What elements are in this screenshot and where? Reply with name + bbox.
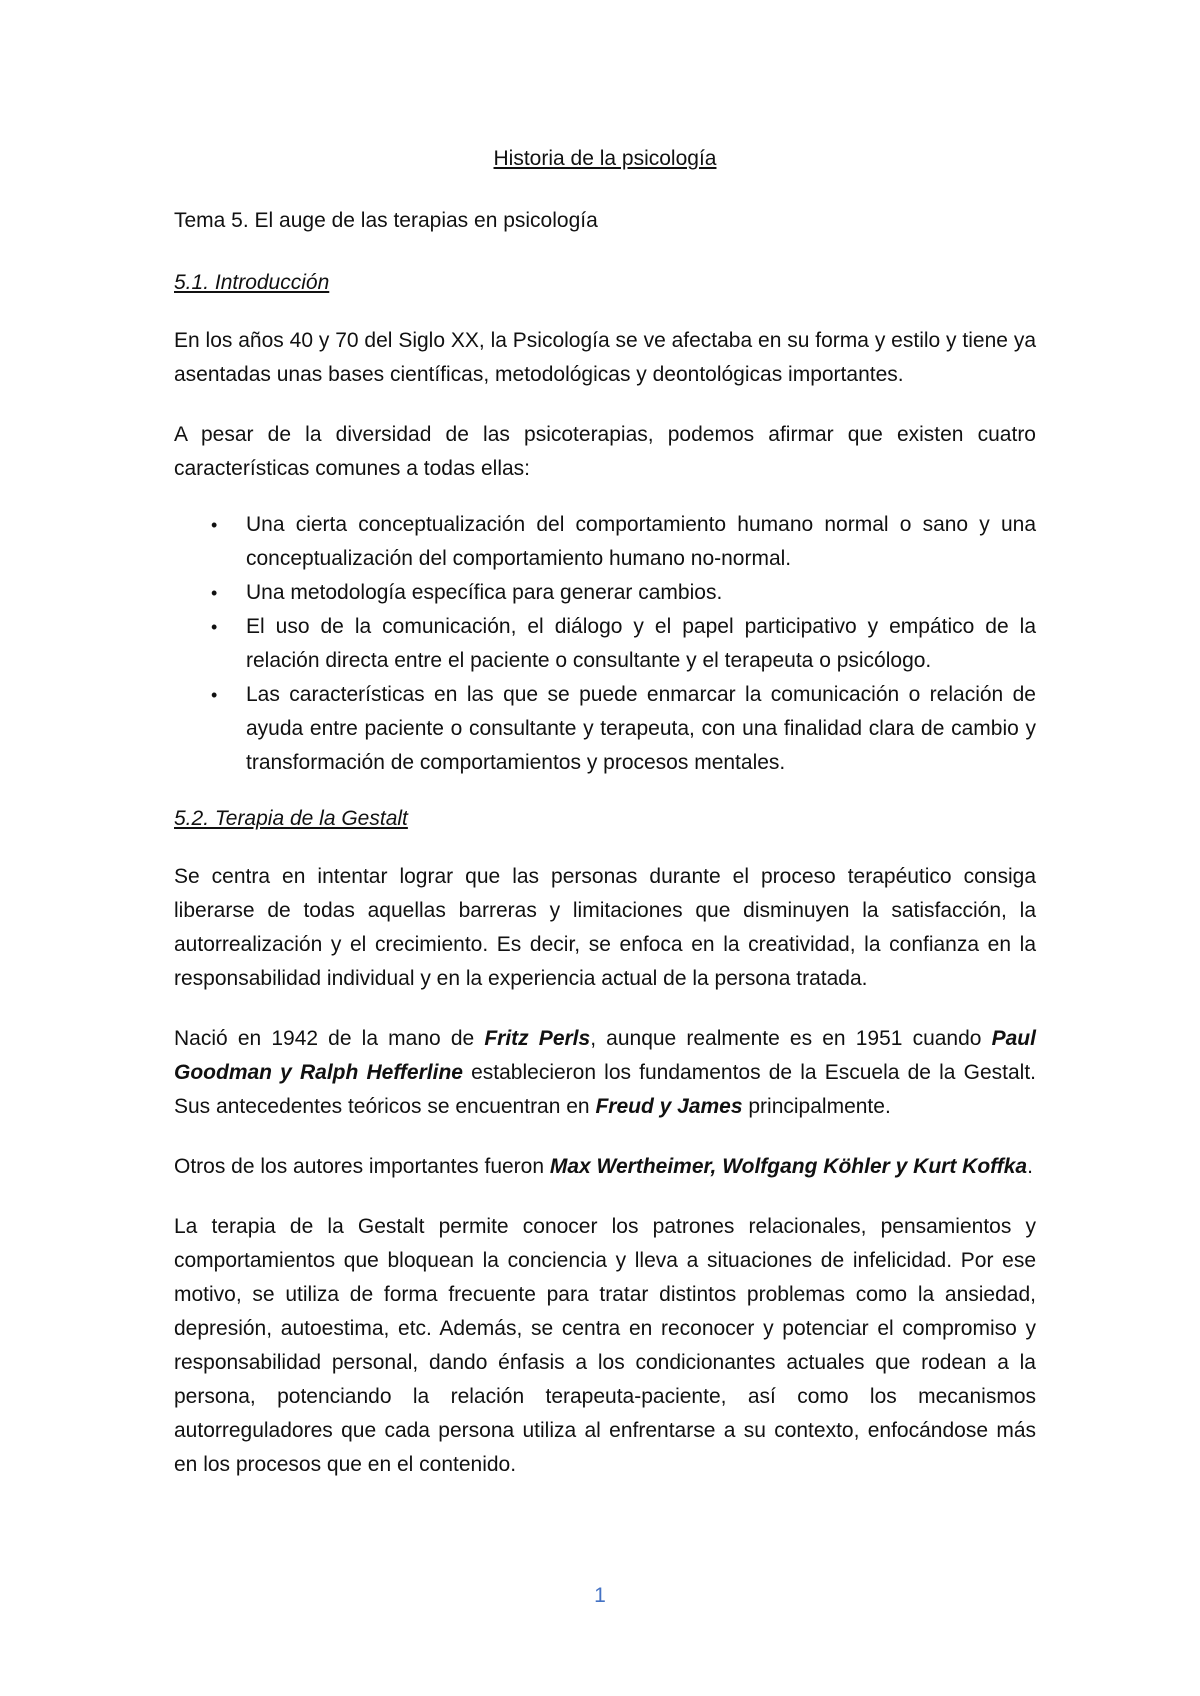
list-item-text: Una cierta conceptualización del comportamiento humano normal o sano y una conceptualización del comportamiento humano no-normal.	[246, 513, 1036, 570]
author-name-goodman-hefferline: Paul Goodman y Ralph Hefferline	[174, 1027, 1036, 1084]
bullet-icon: •	[211, 685, 218, 705]
document-title: Historia de la psicología	[493, 147, 717, 170]
characteristics-list	[174, 508, 1036, 780]
text-run: Otros de los autores importantes fueron	[174, 1155, 550, 1178]
gestalt-paragraph-4: La terapia de la Gestalt permite conocer los patrones relacionales, pensamientos y comportamientos que bloquean la conciencia y lleva a situaciones de infelicidad. Por ese motivo, se utiliza de forma frecuente para tratar distintos problemas como la ansiedad, depresión, autoestima, etc. Además, se centra en reconocer y potenciar el compromiso y responsabilidad personal, dando énfasis a los condicionantes actuales que rodean a la persona, potenciando la relación terapeuta-paciente, así como los mecanismos autorreguladores que cada persona utiliza al enfrentarse a su contexto, enfocándose más en los procesos que en el contenido.	[174, 1215, 1036, 1476]
author-name-perls: Fritz Perls	[484, 1027, 591, 1050]
list-item	[211, 678, 1036, 780]
list-item	[211, 508, 1036, 576]
gestalt-paragraph-1: Se centra en intentar lograr que las personas durante el proceso terapéutico consiga liberarse de todas aquellas barreras y limitaciones que disminuyen la satisfacción, la autorrealización y el crecimiento. Es decir, se enfoca en la creatividad, la confianza en la responsabilidad individual y en la experiencia actual de la persona tratada.	[174, 865, 1036, 990]
author-name-freud-james: Freud y James	[595, 1095, 743, 1118]
text-run: establecieron los fundamentos de la Escuela de la Gestalt. Sus antecedentes teóricos se encuentran en	[174, 1061, 1036, 1118]
intro-paragraph-2: A pesar de la diversidad de las psicoterapias, podemos afirmar que existen cuatro características comunes a todas ellas:	[174, 423, 1036, 480]
author-names-gestalt: Max Wertheimer, Wolfgang Köhler y Kurt Koffka	[549, 1155, 1028, 1178]
list-item-text: Una metodología específica para generar cambios.	[246, 581, 723, 604]
document-content	[174, 142, 1036, 1508]
section-heading-gestalt: 5.2. Terapia de la Gestalt	[174, 807, 408, 830]
page-number: 1	[594, 1584, 606, 1607]
text-run: , aunque realmente es en 1951 cuando	[590, 1027, 992, 1050]
section-heading-introduccion: 5.1. Introducción	[174, 271, 330, 294]
gestalt-paragraph-3	[174, 1150, 1036, 1184]
intro-paragraph-1: En los años 40 y 70 del Siglo XX, la Psicología se ve afectaba en su forma y estilo y tiene ya asentadas unas bases científicas, metodológicas y deontológicas importantes.	[174, 329, 1036, 386]
list-item	[211, 610, 1036, 678]
list-item-text: Las características en las que se puede enmarcar la comunicación o relación de ayuda entre paciente o consultante y terapeuta, con una finalidad clara de cambio y transformación de comportamientos y procesos mentales.	[246, 683, 1036, 774]
bullet-icon: •	[211, 515, 218, 535]
topic-heading: Tema 5. El auge de las terapias en psicología	[174, 209, 598, 232]
text-run: Nació en 1942 de la mano de	[174, 1027, 485, 1050]
bullet-icon: •	[211, 617, 218, 637]
text-run: principalmente.	[742, 1095, 891, 1118]
list-item	[211, 576, 1036, 610]
list-item-text: El uso de la comunicación, el diálogo y el papel participativo y empático de la relación directa entre el paciente o consultante y el terapeuta o psicólogo.	[246, 615, 1036, 672]
text-run: .	[1027, 1155, 1033, 1178]
bullet-icon: •	[211, 583, 218, 603]
gestalt-paragraph-2	[174, 1022, 1036, 1124]
